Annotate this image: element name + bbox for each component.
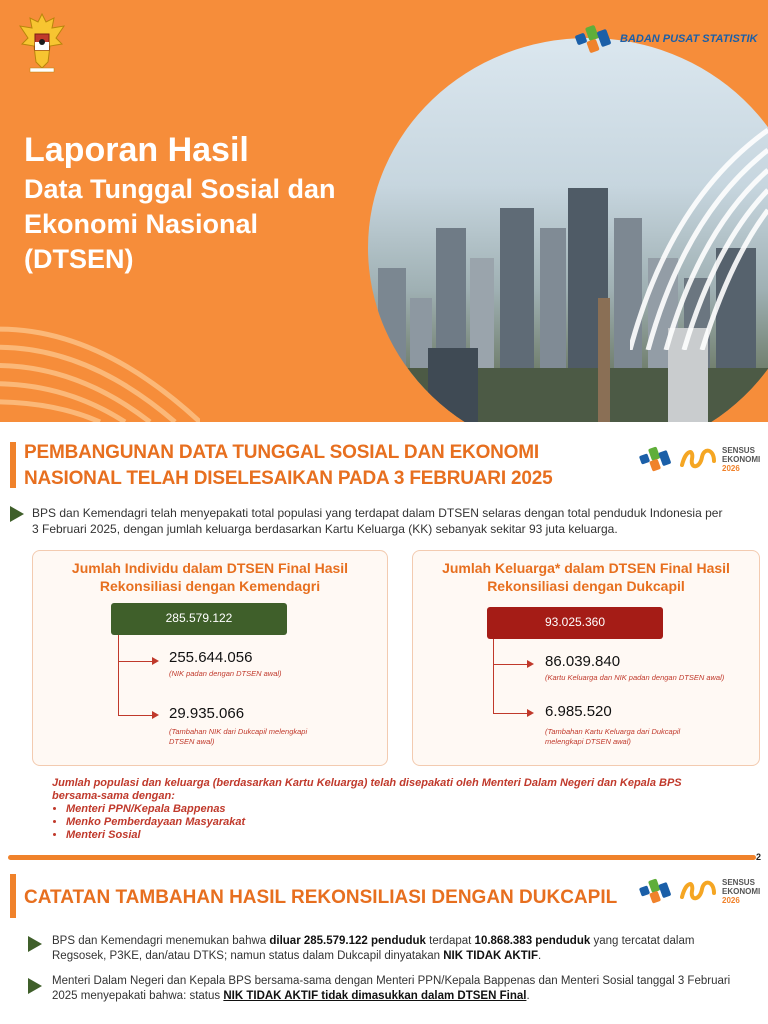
- agreement-list: [52, 803, 732, 842]
- agreement-note: [52, 777, 732, 842]
- para-bold: NIK TIDAK AKTIF: [443, 950, 538, 962]
- section-accent-bar: [10, 442, 16, 488]
- tree-branch: [118, 661, 152, 662]
- section2-para1: [52, 934, 732, 964]
- section1-heading: PEMBANGUNAN DATA TUNGGAL SOSIAL DAN EKONOMI NASIONAL TELAH DISELESAIKAN PADA 3 FEBRUARI 2025: [24, 442, 553, 489]
- para-text: .: [537, 950, 542, 962]
- card-individu-title: Jumlah Individu dalam DTSEN Final Hasil Rekonsiliasi dengan Kemendagri: [71, 560, 349, 594]
- card-individu-item1-value: 255.644.056: [169, 649, 253, 666]
- bullet-arrow-icon: [28, 978, 42, 994]
- arrow-right-icon: [527, 709, 534, 717]
- card-individu: [32, 550, 388, 766]
- cover-title-main: Laporan Hasil: [24, 131, 249, 169]
- para-bold: 10.868.383 penduduk: [474, 935, 591, 947]
- cover-title-sub: Data Tunggal Sosial dan Ekonomi Nasional (DTSEN): [24, 174, 336, 274]
- tree-branch: [493, 664, 527, 665]
- garuda-emblem-icon: [18, 10, 66, 76]
- org-name: BADAN PUSAT STATISTIK: [620, 33, 758, 45]
- bps-logo-icon: [638, 876, 674, 906]
- tree-branch: [118, 715, 152, 716]
- para-bold-underline: NIK TIDAK AKTIF tidak dimasukkan dalam DTSEN Final: [223, 990, 527, 1002]
- bps-logo-header: [574, 22, 758, 56]
- list-item: • Menko Pemberdayaan Masyarakat: [66, 816, 732, 829]
- bps-logo-icon: [574, 22, 614, 56]
- sensus-ekonomi-logo: [638, 444, 760, 474]
- se2026-swirl-icon: [678, 877, 718, 905]
- card-keluarga-title: Jumlah Keluarga* dalam DTSEN Final Hasil Rekonsiliasi dengan Dukcapil: [442, 560, 730, 594]
- section1-intro: BPS dan Kemendagri telah menyepakati total populasi yang terdapat dalam DTSEN selaras dengan total penduduk Indonesia per 3 Februari 2025, dengan jumlah keluarga berdasarkan Kartu Keluarga (KK) sebanyak sekitar 93 juta keluarga.: [32, 506, 723, 536]
- sensus-label-2: EKONOMI: [722, 886, 761, 896]
- section2-heading: CATATAN TAMBAHAN HASIL REKONSILIASI DENGAN DUKCAPIL: [24, 887, 618, 908]
- sensus-label-2: EKONOMI: [722, 454, 761, 464]
- section-accent-bar: [10, 874, 16, 918]
- tree-line: [493, 639, 494, 713]
- para-bold: diluar 285.579.122 penduduk: [269, 935, 426, 947]
- sensus-label-1: SENSUS: [722, 445, 755, 455]
- card-individu-item1-note: (NIK padan dengan DTSEN awal): [169, 669, 282, 678]
- decorative-stripes-right: [630, 120, 768, 350]
- sensus-year: 2026: [722, 895, 740, 905]
- sensus-label-1: SENSUS: [722, 877, 755, 887]
- para-text: terdapat: [425, 935, 475, 947]
- sensus-text: [722, 878, 760, 905]
- arrow-right-icon: [527, 660, 534, 668]
- card-keluarga-item2-value: 6.985.520: [545, 703, 612, 720]
- para-text: BPS dan Kemendagri menemukan bahwa: [52, 935, 270, 947]
- para-text: yang tercatat dalam Regsosek, P3KE, dan/atau DTKS; namun status dalam Dukcapil dinyatakan: [52, 935, 695, 962]
- sensus-year: 2026: [722, 463, 740, 473]
- card-keluarga-item1-value: 86.039.840: [545, 653, 621, 670]
- section2-para2: [52, 974, 732, 1004]
- page-number: 2: [756, 852, 762, 862]
- card-individu-total: 285.579.122: [111, 603, 287, 635]
- section-divider: [8, 855, 756, 860]
- list-item: • Menteri PPN/Kepala Bappenas: [66, 803, 732, 816]
- se2026-swirl-icon: [678, 445, 718, 473]
- card-keluarga: [412, 550, 760, 766]
- card-individu-item2-note: (Tambahan NIK dari Dukcapil melengkapi DTSEN awal): [169, 727, 308, 746]
- tree-line: [118, 635, 119, 715]
- card-keluarga-item1-note: (Kartu Keluarga dan NIK padan dengan DTSEN awal): [545, 673, 725, 682]
- sensus-text: [722, 446, 760, 473]
- sensus-ekonomi-logo: [638, 876, 760, 906]
- bullet-arrow-icon: [28, 936, 42, 952]
- bps-logo-icon: [638, 444, 674, 474]
- decorative-stripes-left: [0, 300, 200, 422]
- tree-branch: [493, 713, 527, 714]
- para-text: .: [526, 990, 530, 1002]
- card-keluarga-item2-note: (Tambahan Kartu Keluarga dari Dukcapil melengkapi DTSEN awal): [545, 727, 681, 746]
- card-keluarga-total: 93.025.360: [487, 607, 663, 639]
- arrow-right-icon: [152, 657, 159, 665]
- para-text: Menteri Dalam Negeri dan Kepala BPS bersama-sama dengan Menteri PPN/Kepala Bappenas dan Menteri Sosial tanggal 3 Februari 2025 menyepakati bahwa: status: [52, 975, 731, 1002]
- list-item: • Menteri Sosial: [66, 829, 732, 842]
- card-individu-item2-value: 29.935.066: [169, 705, 245, 722]
- agreement-note-text: Jumlah populasi dan keluarga (berdasarkan Kartu Keluarga) telah disepakati oleh Menteri Dalam Negeri dan Kepala BPS bersama-sama dengan:: [52, 777, 682, 802]
- arrow-right-icon: [152, 711, 159, 719]
- bullet-arrow-icon: [10, 506, 24, 522]
